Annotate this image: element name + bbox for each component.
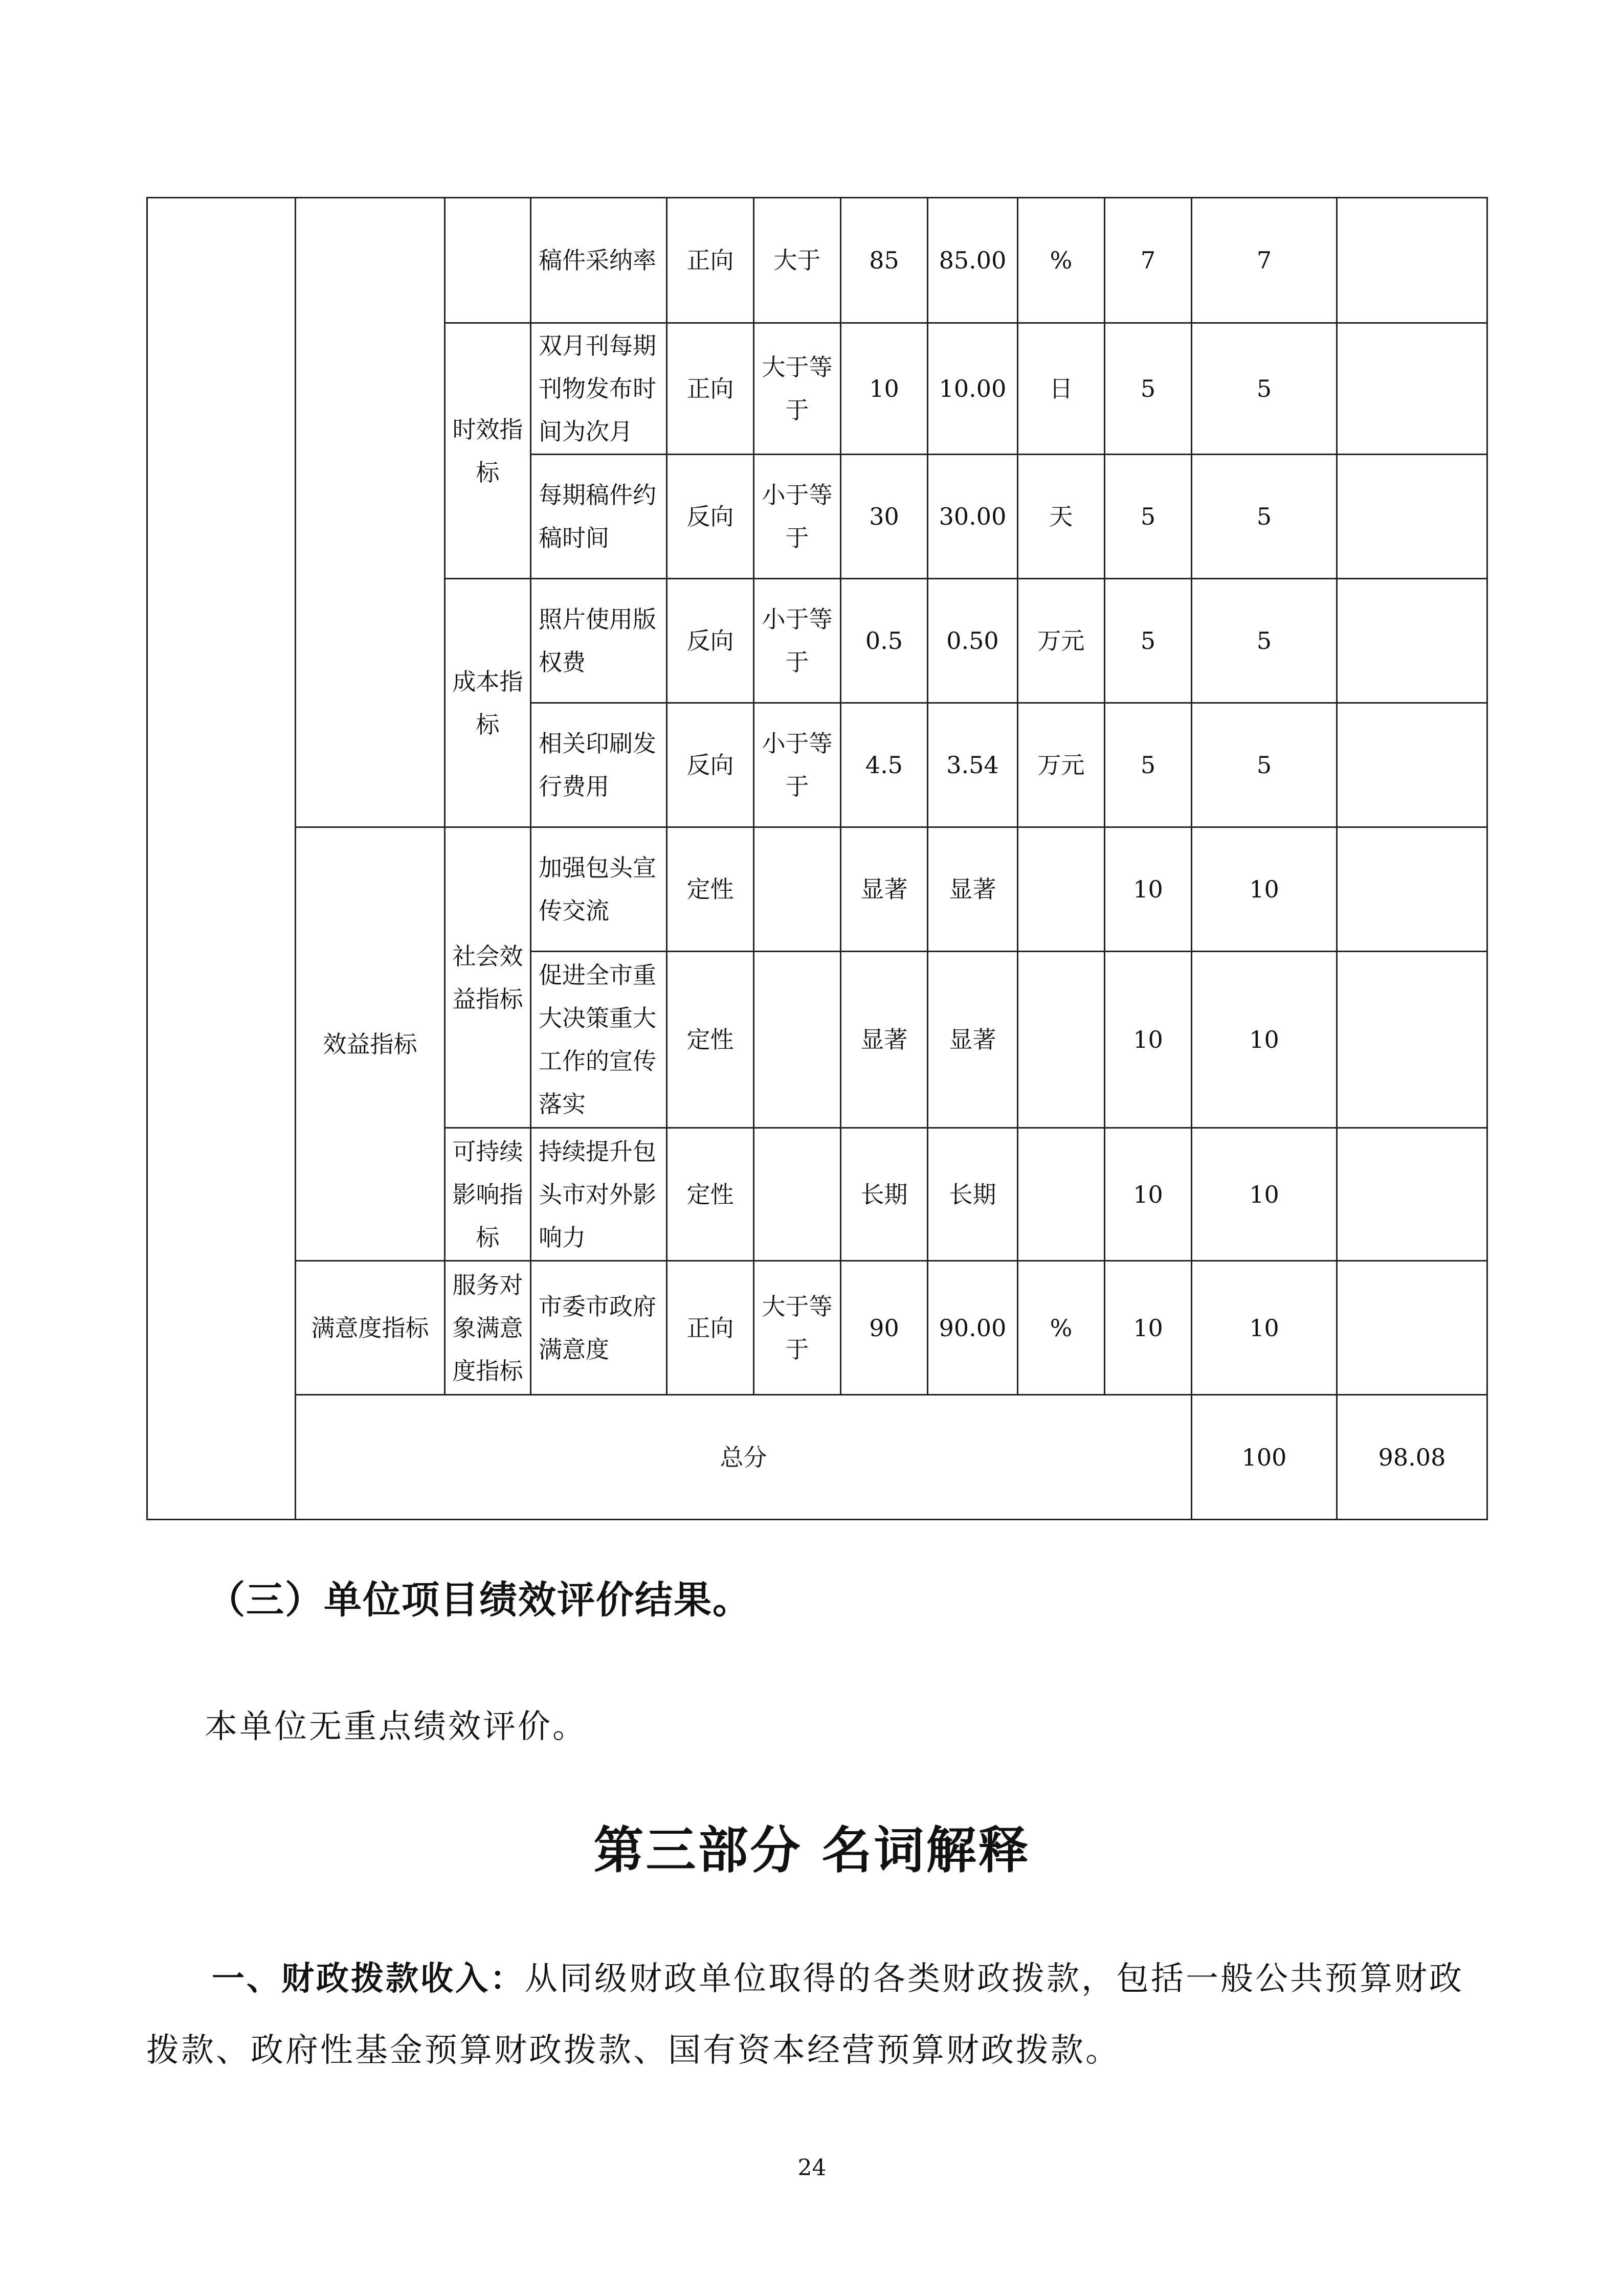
operator-cell <box>754 1128 841 1261</box>
note-cell <box>1337 455 1487 579</box>
direction-cell: 反向 <box>667 455 754 579</box>
section-text: 本单位无重点绩效评价。 <box>205 1708 587 1746</box>
indicator-cell: 双月刊每期刊物发布时间为次月 <box>531 323 667 455</box>
operator-cell: 大于等于 <box>754 1261 841 1395</box>
level3-sustainable-cell: 可持续影响指标 <box>445 1128 531 1261</box>
direction-cell: 反向 <box>667 703 754 827</box>
score-cell: 5 <box>1192 323 1337 455</box>
weight-cell: 7 <box>1105 198 1192 323</box>
actual-cell: 10.00 <box>928 323 1018 455</box>
direction-cell: 正向 <box>667 198 754 323</box>
actual-cell: 85.00 <box>928 198 1018 323</box>
operator-cell: 大于 <box>754 198 841 323</box>
target-cell: 0.5 <box>841 579 928 703</box>
score-cell: 5 <box>1192 455 1337 579</box>
weight-cell: 5 <box>1105 455 1192 579</box>
target-cell: 显著 <box>841 827 928 952</box>
weight-cell: 10 <box>1105 1128 1192 1261</box>
indicator-cell: 相关印刷发行费用 <box>531 703 667 827</box>
level3-cost-cell: 成本指标 <box>445 579 531 827</box>
level3-service-cell: 服务对象满意度指标 <box>445 1261 531 1395</box>
note-cell <box>1337 952 1487 1128</box>
target-cell: 4.5 <box>841 703 928 827</box>
level2-benefit-cell: 效益指标 <box>296 827 445 1261</box>
target-cell: 显著 <box>841 952 928 1128</box>
total-weight-cell: 100 <box>1192 1395 1337 1520</box>
actual-cell: 显著 <box>928 827 1018 952</box>
unit-cell: 万元 <box>1018 703 1105 827</box>
part-title: 第三部分 名词解释 <box>593 1821 1031 1880</box>
actual-cell: 0.50 <box>928 579 1018 703</box>
unit-cell <box>1018 952 1105 1128</box>
total-row <box>147 1395 1487 1520</box>
weight-cell: 10 <box>1105 827 1192 952</box>
target-cell: 30 <box>841 455 928 579</box>
note-cell <box>1337 827 1487 952</box>
indicator-cell: 持续提升包头市对外影响力 <box>531 1128 667 1261</box>
score-cell: 10 <box>1192 827 1337 952</box>
direction-cell: 正向 <box>667 323 754 455</box>
operator-cell: 小于等于 <box>754 703 841 827</box>
score-cell: 7 <box>1192 198 1337 323</box>
direction-cell: 定性 <box>667 827 754 952</box>
weight-cell: 5 <box>1105 579 1192 703</box>
indicator-cell: 加强包头宣传交流 <box>531 827 667 952</box>
target-cell: 85 <box>841 198 928 323</box>
score-cell: 10 <box>1192 1128 1337 1261</box>
weight-cell: 10 <box>1105 1261 1192 1395</box>
indicator-cell: 市委市政府满意度 <box>531 1261 667 1395</box>
weight-cell: 10 <box>1105 952 1192 1128</box>
score-cell: 10 <box>1192 952 1337 1128</box>
table-row <box>147 827 1487 952</box>
level1-cell <box>147 198 296 1520</box>
direction-cell: 正向 <box>667 1261 754 1395</box>
unit-cell: 日 <box>1018 323 1105 455</box>
operator-cell: 小于等于 <box>754 455 841 579</box>
indicator-cell: 每期稿件约稿时间 <box>531 455 667 579</box>
weight-cell: 5 <box>1105 703 1192 827</box>
unit-cell: 万元 <box>1018 579 1105 703</box>
table-row <box>147 198 1487 323</box>
unit-cell: % <box>1018 198 1105 323</box>
weight-cell: 5 <box>1105 323 1192 455</box>
score-cell: 5 <box>1192 703 1337 827</box>
note-cell <box>1337 703 1487 827</box>
score-cell: 5 <box>1192 579 1337 703</box>
actual-cell: 长期 <box>928 1128 1018 1261</box>
operator-cell <box>754 827 841 952</box>
page-number: 24 <box>797 2155 827 2181</box>
unit-cell <box>1018 827 1105 952</box>
actual-cell: 30.00 <box>928 455 1018 579</box>
operator-cell: 小于等于 <box>754 579 841 703</box>
term-text: 从同级财政单位取得的各类财政拨款，包括一般公共预算财政拨款、政府性基金预算财政拨款、国有资本经营预算财政拨款。 <box>146 1960 1464 2069</box>
operator-cell: 大于等于 <box>754 323 841 455</box>
level2-satisfaction-cell: 满意度指标 <box>296 1261 445 1395</box>
operator-cell <box>754 952 841 1128</box>
unit-cell: 天 <box>1018 455 1105 579</box>
term-title: 一、财政拨款收入： <box>212 1960 525 1998</box>
unit-cell <box>1018 1128 1105 1261</box>
level3-social-cell: 社会效益指标 <box>445 827 531 1128</box>
actual-cell: 显著 <box>928 952 1018 1128</box>
direction-cell: 反向 <box>667 579 754 703</box>
target-cell: 长期 <box>841 1128 928 1261</box>
actual-cell: 90.00 <box>928 1261 1018 1395</box>
indicator-cell: 照片使用版权费 <box>531 579 667 703</box>
note-cell <box>1337 579 1487 703</box>
table-row <box>147 1261 1487 1395</box>
note-cell <box>1337 1128 1487 1261</box>
note-cell <box>1337 198 1487 323</box>
note-cell <box>1337 1261 1487 1395</box>
actual-cell: 3.54 <box>928 703 1018 827</box>
term-paragraph <box>146 1943 1486 2086</box>
indicator-cell: 稿件采纳率 <box>531 198 667 323</box>
total-score-cell: 98.08 <box>1337 1395 1487 1520</box>
direction-cell: 定性 <box>667 952 754 1128</box>
section-heading: （三）单位项目绩效评价结果。 <box>207 1578 751 1622</box>
score-cell: 10 <box>1192 1261 1337 1395</box>
unit-cell: % <box>1018 1261 1105 1395</box>
performance-table <box>146 197 1488 1520</box>
note-cell <box>1337 323 1487 455</box>
level3-timeliness-cell: 时效指标 <box>445 323 531 579</box>
target-cell: 10 <box>841 323 928 455</box>
indicator-cell: 促进全市重大决策重大工作的宣传落实 <box>531 952 667 1128</box>
total-label-cell: 总分 <box>296 1395 1192 1520</box>
direction-cell: 定性 <box>667 1128 754 1261</box>
level3-cell <box>445 198 531 323</box>
target-cell: 90 <box>841 1261 928 1395</box>
level2-output-cell <box>296 198 445 827</box>
